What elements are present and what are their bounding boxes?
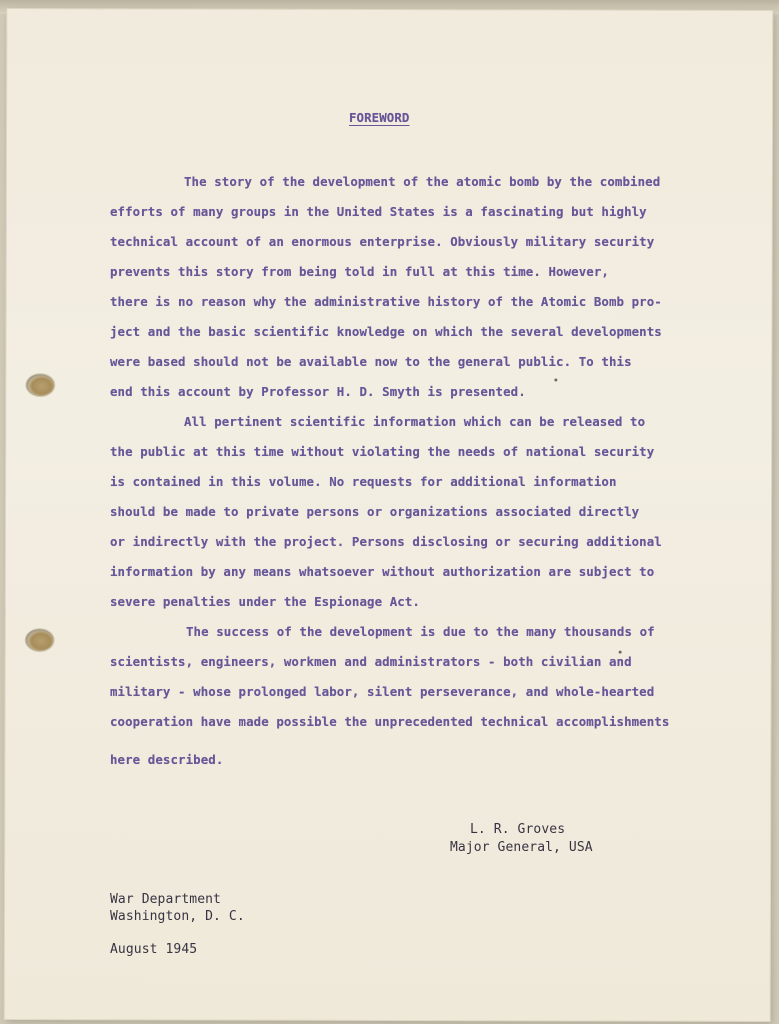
body-line: The story of the development of the atomic bomb by the combined (184, 174, 661, 189)
signature-rank: Major General, USA (450, 840, 593, 855)
body-line: there is no reason why the administrative history of the Atomic Bomb pro- (110, 294, 662, 309)
body-line: technical account of an enormous enterprise. Obviously military security (110, 234, 655, 249)
body-line: severe penalties under the Espionage Act. (110, 594, 420, 609)
ink-speck (554, 378, 557, 381)
body-line: military - whose prolonged labor, silent perseverance, and whole-hearted (110, 684, 655, 699)
body-line: efforts of many groups in the United States is a fascinating but highly (110, 204, 647, 219)
body-line: The success of the development is due to the many thousands of (186, 624, 655, 639)
city-label: Washington, D. C. (110, 909, 245, 924)
body-line: should be made to private persons or organizations associated directly (110, 504, 640, 519)
body-line: cooperation have made possible the unprecedented technical accomplishments (110, 714, 670, 729)
signature-name: L. R. Groves (470, 822, 566, 837)
body-line: the public at this time without violating the needs of national security (110, 444, 655, 459)
body-line: All pertinent scientific information which can be released to (184, 414, 646, 429)
body-line: prevents this story from being told in full at this time. However, (110, 264, 609, 279)
body-line: end this account by Professor H. D. Smyth is presented. (110, 384, 526, 399)
department-label: War Department (110, 892, 221, 907)
body-line: here described. (110, 752, 224, 767)
body-line: were based should not be available now to the general public. To this (110, 354, 632, 369)
page-title: FOREWORD (349, 110, 410, 125)
body-line: or indirectly with the project. Persons disclosing or securing additional (110, 534, 662, 549)
body-line: information by any means whatsoever without authorization are subject to (110, 564, 655, 579)
date-label: August 1945 (110, 942, 198, 957)
punch-hole-bottom (26, 629, 54, 651)
punch-hole-top (26, 374, 54, 396)
body-line: scientists, engineers, workmen and administrators - both civilian and (110, 654, 632, 669)
body-line: is contained in this volume. No requests for additional information (110, 474, 617, 489)
body-line: ject and the basic scientific knowledge on which the several developments (110, 324, 662, 339)
